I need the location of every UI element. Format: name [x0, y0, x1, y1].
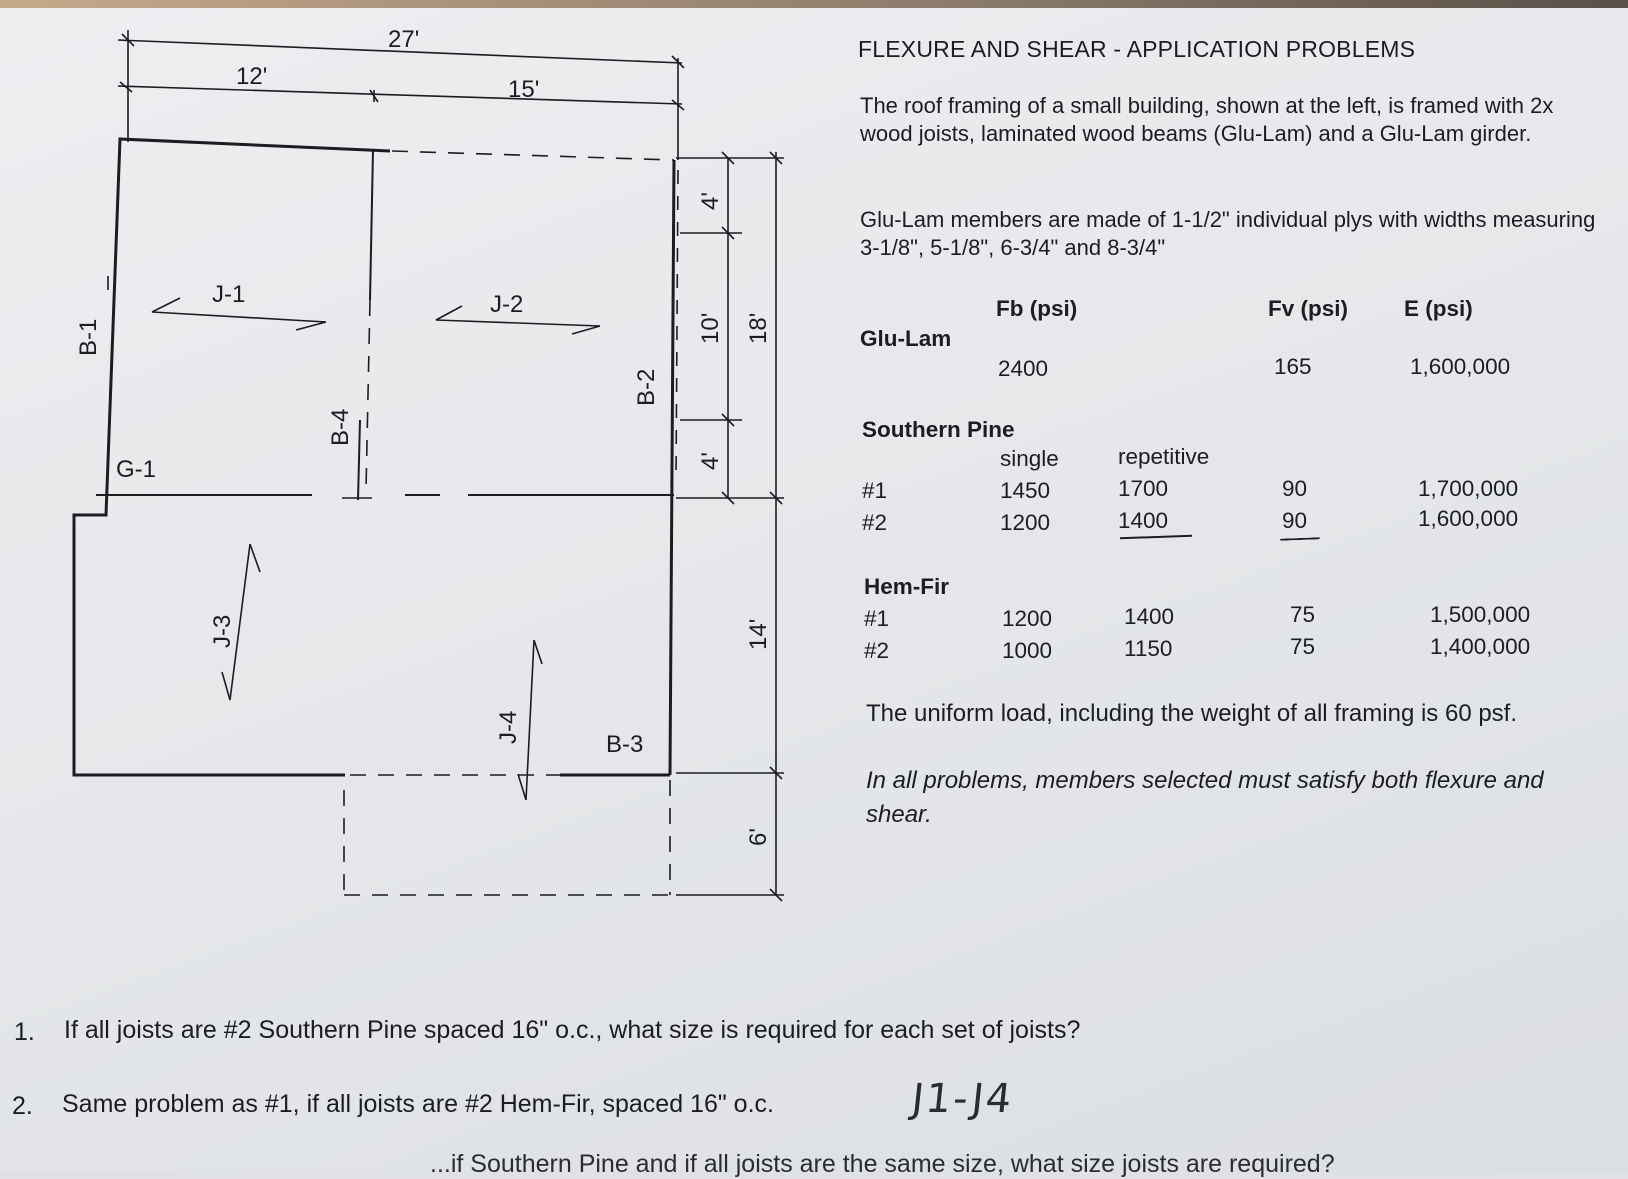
label-g1: G-1 [116, 456, 157, 483]
sp-repetitive-label: repetitive [1118, 444, 1210, 469]
plys-paragraph: Glu-Lam members are made of 1-1/2" individual plys with widths measuring 3-1/8", 5-1/8", 6-3/4" and 8-3/4" [860, 207, 1596, 260]
label-b1: B-1 [75, 318, 102, 356]
framing-plan [0, 0, 800, 920]
glulam-e: 1,600,000 [1410, 354, 1511, 379]
dim-lower-seg: 4' [697, 452, 724, 470]
label-j4: J-4 [495, 710, 522, 744]
label-j2: J-2 [490, 291, 524, 318]
label-b3: B-3 [606, 731, 644, 758]
dim-mid-seg: 10' [697, 312, 724, 344]
hf-row1-e: 1,500,000 [1430, 602, 1531, 627]
hf-row2-fv: 75 [1290, 634, 1316, 659]
hem-fir-name: Hem-Fir [864, 574, 950, 599]
hf-row2-grade: #2 [864, 638, 890, 663]
glulam-fb: 2400 [998, 356, 1049, 381]
handwritten-answer: J1-J4 [909, 1076, 1016, 1122]
hf-row2-repetitive: 1150 [1124, 636, 1173, 661]
dim-right-span: 15' [508, 76, 540, 103]
glulam-name: Glu-Lam [860, 326, 952, 351]
hf-row1-single: 1200 [1002, 606, 1053, 631]
hf-row1-repetitive: 1400 [1124, 604, 1175, 629]
sp-row2-single: 1200 [1000, 510, 1051, 535]
label-j3: J-3 [209, 614, 236, 648]
glulam-fv: 165 [1274, 354, 1312, 379]
question-1-number: 1. [14, 1018, 35, 1046]
sp-row2-e: 1,600,000 [1418, 506, 1519, 531]
design-note: In all problems, members selected must satisfy both flexure and shear. [866, 767, 1544, 828]
hf-row1-fv: 75 [1290, 602, 1316, 627]
intro-paragraph: The roof framing of a small building, shown at the left, is framed with 2x wood joists, laminated wood beams (Glu-Lam) and a Glu-Lam girder. [860, 93, 1554, 146]
hf-row2-single: 1000 [1002, 638, 1053, 663]
header-e: E (psi) [1404, 296, 1473, 321]
sp-row1-single: 1450 [1000, 478, 1051, 503]
sp-row1-repetitive: 1700 [1118, 476, 1169, 501]
sp-row2-grade: #2 [862, 510, 888, 535]
label-j1: J-1 [212, 281, 246, 308]
dim-overall: 27' [388, 26, 420, 53]
label-b4: B-4 [327, 408, 354, 446]
page-title: FLEXURE AND SHEAR - APPLICATION PROBLEMS [858, 36, 1416, 62]
sp-row1-grade: #1 [862, 478, 888, 503]
question-2-number: 2. [12, 1092, 33, 1120]
cutoff-question-line: ...if Southern Pine and if all joists are the same size, what size joists are required? [430, 1150, 1335, 1178]
sp-row1-e: 1,700,000 [1418, 476, 1519, 501]
question-1-text: If all joists are #2 Southern Pine spaced 16" o.c., what size is required for each set of joists? [64, 1016, 1081, 1044]
sp-single-label: single [1000, 446, 1059, 471]
dim-lower-total: 14' [745, 618, 772, 650]
header-fb: Fb (psi) [996, 296, 1078, 321]
load-statement: The uniform load, including the weight of all framing is 60 psf. [866, 700, 1518, 727]
header-fv: Fv (psi) [1268, 296, 1349, 321]
southern-pine-name: Southern Pine [862, 417, 1015, 442]
sp-row2-repetitive: 1400 [1118, 508, 1169, 533]
question-2-text: Same problem as #1, if all joists are #2 Hem-Fir, spaced 16" o.c. [62, 1090, 774, 1118]
hf-row2-e: 1,400,000 [1430, 634, 1531, 659]
dim-top-seg: 4' [697, 192, 724, 210]
dim-bottom-seg: 6' [745, 828, 772, 846]
label-b2: B-2 [633, 368, 660, 406]
hf-row1-grade: #1 [864, 606, 890, 631]
dim-left-span: 12' [236, 63, 268, 90]
sp-row1-fv: 90 [1282, 476, 1308, 501]
dim-upper-total: 18' [745, 312, 772, 344]
sp-row2-fv: 90 [1282, 508, 1308, 533]
